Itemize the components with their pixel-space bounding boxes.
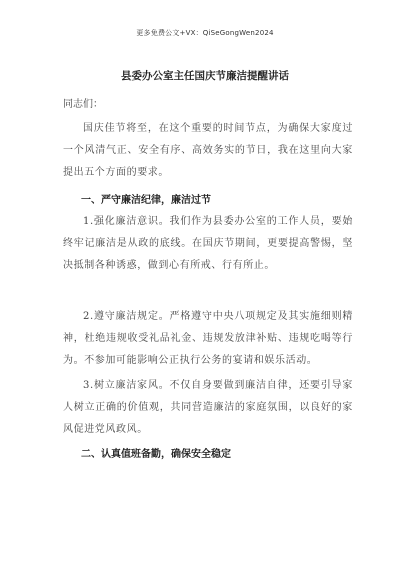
section-1-paragraph-2: 2.遵守廉洁规定。严格遵守中央八项规定及其实施细则精神，杜绝违规收受礼品礼金、违规发放津补贴、违规吃喝等行为。不参加可能影响公正执行公务的宴请和娱乐活动。 bbox=[63, 311, 353, 366]
salutation: 同志们： bbox=[63, 99, 103, 110]
section-1-paragraph-1: 1.强化廉洁意识。我们作为县委办公室的工作人员，要始终牢记廉洁是从政的底线。在国庆节期间，更要提高警惕，坚决抵制各种诱惑，做到心有所戒、行有所止。 bbox=[63, 216, 353, 271]
watermark-header: 更多免费公文+VX：QiSeGongWen2024 bbox=[136, 29, 274, 37]
intro-paragraph: 国庆佳节将至，在这个重要的时间节点，为确保大家度过一个风清气正、安全有序、高效务实的节日，我在这里向大家提出五个方面的要求。 bbox=[63, 123, 353, 178]
section-heading-1: 一、严守廉洁纪律，廉洁过节 bbox=[81, 195, 211, 206]
document-title: 县委办公室主任国庆节廉洁提醒讲话 bbox=[121, 70, 289, 82]
section-1-paragraph-3: 3.树立廉洁家风。不仅自身要做到廉洁自律，还要引导家人树立正确的价值观，共同营造廉洁的家庭氛围，以良好的家风促进党风政风。 bbox=[63, 380, 353, 435]
section-heading-2: 二、认真值班备勤，确保安全稳定 bbox=[81, 449, 231, 460]
